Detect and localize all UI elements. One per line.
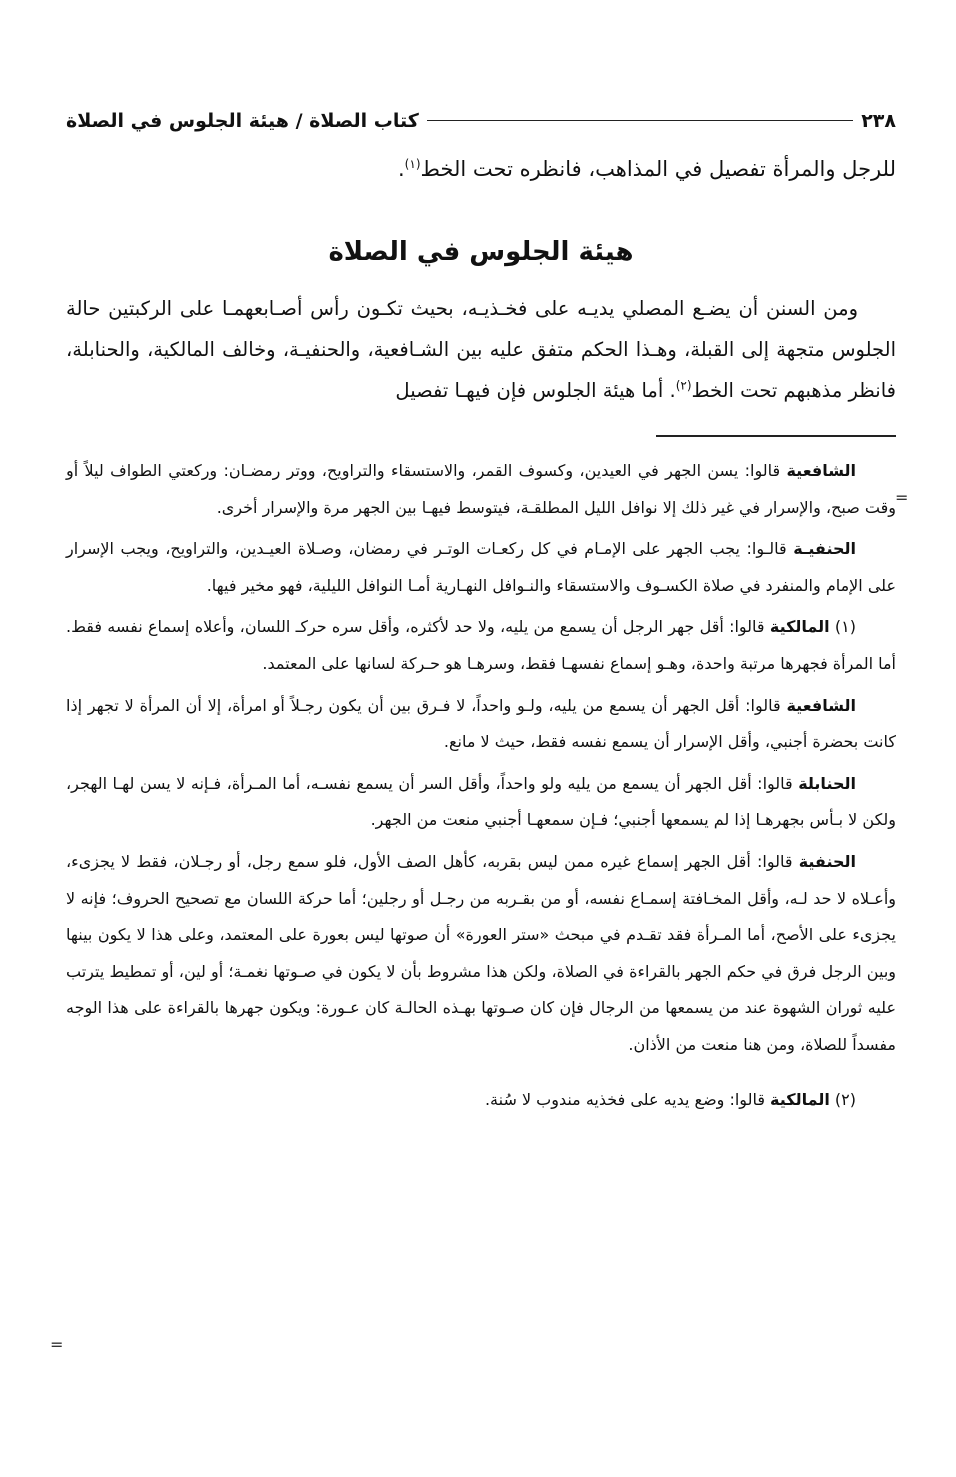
running-header bbox=[66, 110, 896, 144]
section-heading: هيئة الجلوس في الصلاة bbox=[328, 237, 634, 267]
footnote-paragraph bbox=[66, 1082, 896, 1119]
footnote-text: قالوا: أقل جهر الرجل أن يسمع من يليه، ولا حد لأكثره، وأقل سره حركـ اللسان، وأعلاه إسماع نفسه فقط. أما المرأة فجهرها مرتبة واحدة، وهـو إسماع نفسهـا فقط، وسرهـا هو حـركة لسانها على المعتمد. bbox=[66, 617, 896, 673]
body-text: ومن السنن أن يضـع المصلي يديـه على فخـذيـه، بحيث تكـون رأس أصـابعهمـا على الركبتين حالة الجلوس متجهة إلى القبلة، وهـذا الحكم متفق عليه بين الشـافعية، والحنفيـة، وخالف المالكية، والحنابلة، فانظر مذهبهم تحت الخط bbox=[66, 297, 896, 402]
book-page bbox=[66, 110, 896, 1123]
madhhab-label: الحنابلة bbox=[798, 773, 856, 793]
footnote-ref-2: (٢) bbox=[675, 378, 692, 393]
madhhab-label: الشافعية bbox=[786, 461, 856, 480]
footnote-paragraph bbox=[66, 609, 896, 682]
header-rule bbox=[427, 120, 853, 121]
footnote-ref-1: (١) bbox=[404, 157, 421, 171]
footnote-text: قالوا: يسن الجهر في العيدين، وكسوف القمر، والاستسقاء والتراويح، ووتر رمضـان: وركعتي الطواف ليلاً أو وقت صبح، والإسرار في غير ذلك إلا نوافل الليل المطلقـة، فيتوسط فيهـا بين الجهر مرة والإسرار أخرى. bbox=[66, 461, 896, 517]
footnote-paragraph bbox=[66, 844, 896, 1064]
continuation-mark: = bbox=[895, 488, 909, 507]
footnote-paragraph bbox=[66, 531, 896, 604]
footnote-separator bbox=[656, 435, 896, 437]
footnote-text: قالوا: أقل الجهر أن يسمع من يليه، ولـو واحداً، لا فـرق بين أن يكون رجـلاً أو امرأة، إلا أن المرأة لا تجهر إذا كانت بحضرة أجنبي، وأقل الإسرار أن يسمع نفسه فقط، حيث لا مانع. bbox=[66, 695, 896, 752]
footnote-paragraph bbox=[66, 766, 896, 839]
footnote-paragraph bbox=[66, 688, 896, 761]
footnote-text: قالـوا: يجب الجهر على الإمـام في كل ركعـات الوتـر في رمضان، وصـلاة العيـدين، والتراويح، ويجب الإسرار على الإمام والمنفرد في صلاة الكسـوف والاستسقاء والنـوافل النهـارية أمـا النوافل الليلية، فهو مخير فيها. bbox=[66, 539, 896, 595]
footnote-paragraph bbox=[66, 453, 896, 526]
madhhab-label: الشافعية bbox=[786, 695, 856, 715]
continuation-line bbox=[66, 148, 896, 190]
continuation-end: . bbox=[397, 157, 405, 181]
footnote-prefix: (٢) bbox=[829, 1089, 856, 1109]
footnote-prefix: (١) bbox=[829, 617, 857, 637]
madhhab-label: الحنفية bbox=[798, 851, 856, 871]
continuation-mark: = bbox=[50, 1335, 64, 1354]
body-tail: . أما هيئة الجلوس فإن فيهـا تفصيل bbox=[395, 379, 676, 402]
footnote-text: قالوا: أقل الجهر أن يسمع من يليه ولو واحداً، وأقل السر أن يسمع نفسـه، أما المـرأة، فـإنه لا يسن لهـا الهجر، ولكن لا بـأس بجهرهـا إذا لم يسمعها أجنبي؛ فـإن سمعهـا أجنبي منعت من الجهر. bbox=[66, 773, 896, 830]
footnote-text: قالوا: أقل الجهر إسماع غيره ممن ليس بقربه، كأهل الصف الأول، فلو سمع رجل، أو رجـلان، فقط لا يجزىء، وأعـلاه لا حد لـه، وأقل المخـافتة إسمـاع نفسه، أو من بقـربه من رجـل أو رجلين؛ أما حركة اللسان مع تصحيح الحروف؛ فإنه لا يجزىء على الأصح، أما المـرأة فقد تقـدم في مبحث «ستر العورة» أن صوتها ليس بعورة على المعتمد، وعلى هذا لا يكون بينها وبين الرجل فرق في حكم الجهر بالقراءة في الصلاة، ولكن هذا مشروط بأن لا يكون في صـوتها نغمـة؛ أو لين، أو تمطيط يترتب عليه ثوران الشهوة عند من يسمعها من الرجال فإن كان صـوتها بهـذه الحالـة كان عـورة: ويكون جهرها بالقراءة على هذا الوجه مفسداً للصلاة، ومن هنا منعت من الأذان. bbox=[66, 851, 896, 1054]
madhhab-label: المالكية bbox=[769, 617, 830, 637]
madhhab-label: الحنفيـة bbox=[793, 539, 856, 559]
page-number: ٢٣٨ bbox=[861, 110, 896, 132]
footnote-text: قالوا: وضع يديه على فخذيه مندوب لا سُنة. bbox=[484, 1089, 771, 1109]
continuation-text: للرجل والمرأة تفصيل في المذاهب، فانظره تحت الخط bbox=[420, 157, 896, 181]
footnotes bbox=[66, 453, 896, 1118]
madhhab-label: المالكية bbox=[770, 1089, 830, 1109]
body-paragraph bbox=[66, 288, 896, 411]
chapter-title: كتاب الصلاة / هيئة الجلوس في الصلاة bbox=[66, 110, 419, 132]
